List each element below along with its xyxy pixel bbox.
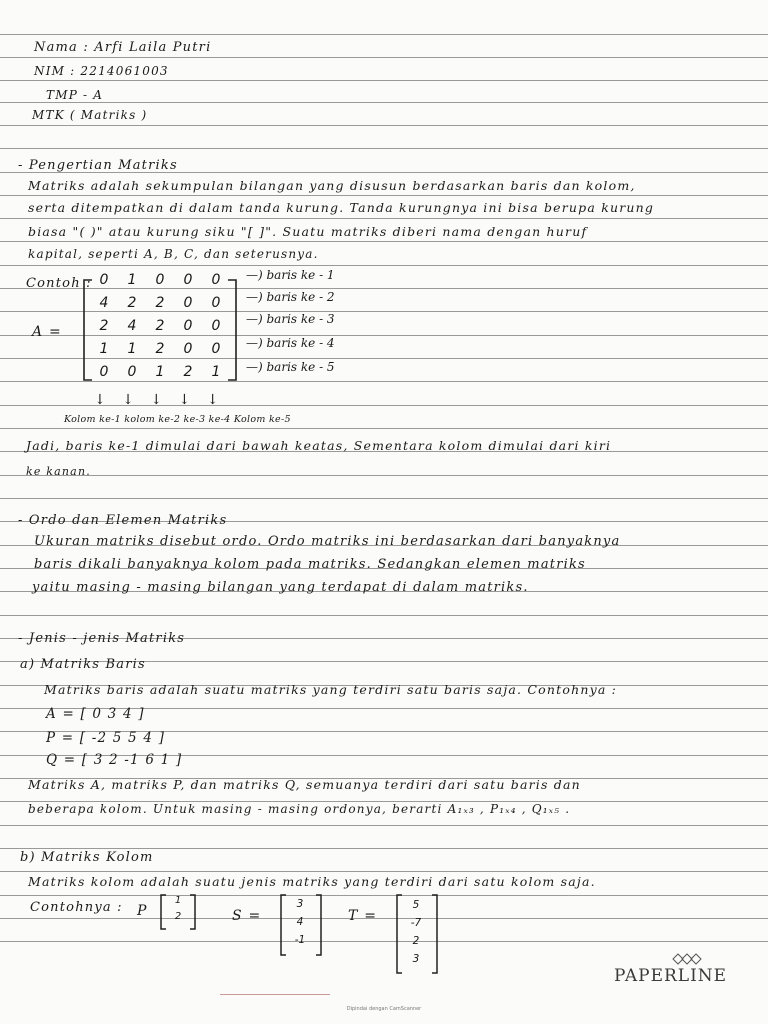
subject-label: MTK ( Matriks ) [32, 108, 148, 122]
rule-line [0, 57, 768, 58]
matrix-cell: 1 [99, 341, 109, 357]
student-nim: NIM : 2214061003 [34, 64, 169, 78]
paragraph-line: Jadi, baris ke-1 dimulai dari bawah keatas, Sementara kolom dimulai dari kiri [26, 438, 612, 453]
paragraph-line: serta ditempatkan di dalam tanda kurung. Tanda kurungnya ini bisa berupa kurung [28, 200, 655, 215]
matrix-cell: 0 [211, 272, 221, 288]
matrix-P-name: P [137, 903, 148, 919]
rule-line [0, 428, 768, 429]
rule-line [0, 241, 768, 242]
matrix-cell: 2 [183, 364, 193, 380]
rule-line [0, 848, 768, 849]
paragraph-line: kapital, seperti A, B, C, dan seterusnya. [28, 247, 319, 261]
matrix-cell: 2 [412, 935, 420, 947]
scanner-footer: Dipindai dengan CamScanner [346, 1006, 422, 1012]
margin-mark [220, 994, 330, 995]
paragraph-line: Matriks baris adalah suatu matriks yang terdiri satu baris saja. Contohnya : [44, 682, 618, 697]
paragraph-line: Matriks adalah sekumpulan bilangan yang disusun berdasarkan baris dan kolom, [28, 178, 636, 193]
matrix-name: A = [32, 324, 62, 340]
rule-line [0, 125, 768, 126]
rule-line [0, 102, 768, 103]
matrix-cell: 0 [211, 341, 221, 357]
matrix-cell: 5 [412, 899, 420, 911]
matrix-cell: 2 [155, 318, 165, 334]
matrix-cell: 1 [127, 272, 137, 288]
paragraph-line: biasa "( )" atau kurung siku "[ ]". Suatu matriks diberi nama dengan huruf [28, 224, 588, 239]
student-name: Nama : Arfi Laila Putri [34, 40, 212, 55]
row-label: —) baris ke - 2 [246, 290, 335, 304]
paragraph-line: beberapa kolom. Untuk masing - masing ordonya, berarti A₁ₓ₃ , P₁ₓ₄ , Q₁ₓ₅ . [28, 802, 571, 816]
equation-A: A = [ 0 3 4 ] [46, 706, 145, 722]
task-label: TMP - A [46, 88, 104, 102]
matrix-cell: 0 [99, 364, 109, 380]
paperline-logo-text: PAPERLINE [614, 966, 728, 986]
matrix-cell: 2 [127, 295, 137, 311]
rule-line [0, 825, 768, 826]
rule-line [0, 218, 768, 219]
matrix-cell: 4 [99, 295, 109, 311]
matrix-cell: 2 [174, 911, 182, 922]
paragraph-line: yaitu masing - masing bilangan yang terdapat di dalam matriks. [32, 580, 529, 595]
rule-line [0, 498, 768, 499]
matrix-cell: 2 [99, 318, 109, 334]
row-label: —) baris ke - 1 [246, 268, 335, 282]
row-label: —) baris ke - 5 [246, 360, 335, 374]
equation-Q: Q = [ 3 2 -1 6 1 ] [46, 752, 183, 768]
matrix-cell: 2 [155, 341, 165, 357]
paragraph-line: Ukuran matriks disebut ordo. Ordo matriks ini berdasarkan dari banyaknya [34, 534, 621, 549]
matrix-cell: 0 [127, 364, 137, 380]
matrix-cell: 0 [99, 272, 109, 288]
paragraph-line: Matriks A, matriks P, dan matriks Q, semuanya terdiri dari satu baris dan [28, 777, 581, 792]
paragraph-line: baris dikali banyaknya kolom pada matriks. Sedangkan elemen matriks [34, 557, 586, 572]
matrix-cell: 0 [211, 318, 221, 334]
matrix-T-name: T = [348, 908, 378, 924]
column-arrows: ↓ ↓ ↓ ↓ ↓ [94, 392, 225, 408]
rule-line [0, 265, 768, 266]
matrix-cell: 0 [183, 272, 193, 288]
matrix-cell: 1 [155, 364, 165, 380]
matrix-cell: 0 [183, 318, 193, 334]
rule-line [0, 195, 768, 196]
matrix-cell: 1 [211, 364, 221, 380]
matrix-cell: -1 [294, 934, 306, 946]
rule-line [0, 895, 768, 896]
matrix-cell: 1 [174, 895, 182, 906]
section-heading-pengertian: - Pengertian Matriks [18, 158, 178, 173]
rule-line [0, 918, 768, 919]
matrix-cell: -7 [410, 917, 422, 929]
subheading-matriks-kolom: b) Matriks Kolom [20, 850, 154, 865]
matrix-cell: 4 [127, 318, 137, 334]
paragraph-line: ke kanan. [26, 465, 91, 478]
paperline-logo-icon [671, 952, 705, 966]
matrix-cell: 3 [412, 953, 420, 965]
matrix-cell: 0 [211, 295, 221, 311]
subheading-matriks-baris: a) Matriks Baris [20, 657, 146, 672]
paragraph-line: Matriks kolom adalah suatu jenis matriks yang terdiri dari satu kolom saja. [28, 874, 596, 889]
rule-line [0, 871, 768, 872]
matrix-cell: 2 [155, 295, 165, 311]
example-label: Contohnya : [30, 900, 123, 915]
rule-line [0, 475, 768, 476]
matrix-cell: 3 [296, 898, 304, 910]
rule-line [0, 80, 768, 81]
column-labels: Kolom ke-1 kolom ke-2 ke-3 ke-4 Kolom ke-5 [64, 414, 291, 425]
equation-P: P = [ -2 5 5 4 ] [46, 730, 166, 746]
section-heading-ordo: - Ordo dan Elemen Matriks [18, 513, 228, 528]
rule-line [0, 615, 768, 616]
rule-line [0, 34, 768, 35]
row-label: —) baris ke - 4 [246, 336, 335, 350]
matrix-cell: 4 [296, 916, 304, 928]
rule-line [0, 941, 768, 942]
rule-line [0, 148, 768, 149]
matrix-A [90, 272, 230, 382]
matrix-cell: 1 [127, 341, 137, 357]
row-label: —) baris ke - 3 [246, 312, 335, 326]
matrix-cell: 0 [155, 272, 165, 288]
example-label: Contoh : [26, 276, 92, 291]
section-heading-jenis: - Jenis - jenis Matriks [18, 631, 186, 646]
matrix-S-name: S = [232, 908, 262, 924]
matrix-cell: 0 [183, 341, 193, 357]
matrix-cell: 0 [183, 295, 193, 311]
